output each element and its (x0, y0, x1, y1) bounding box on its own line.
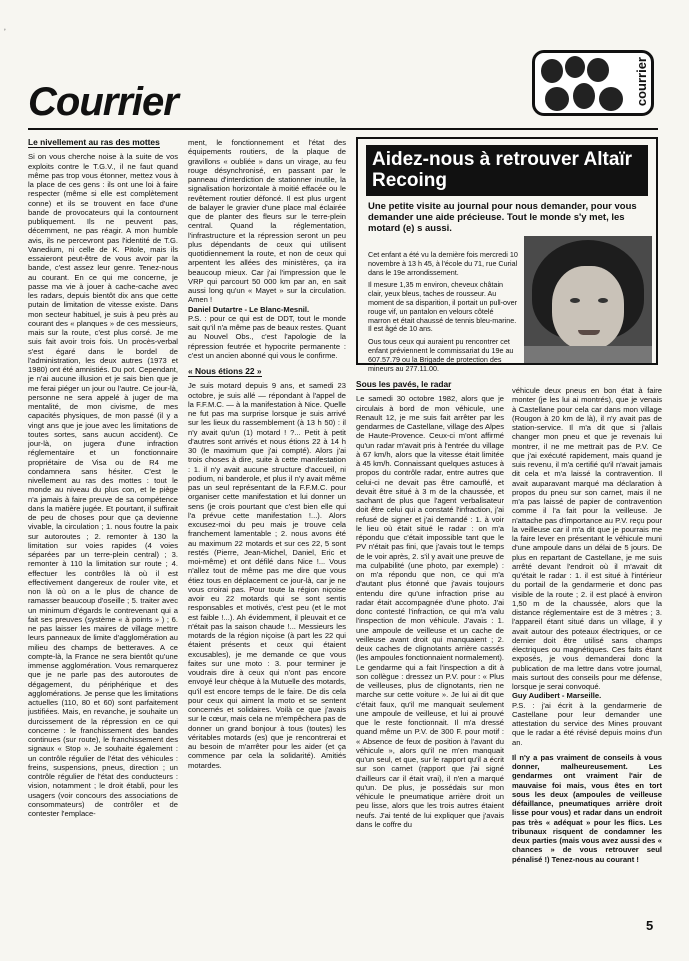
article-heading: « Nous étions 22 » (188, 366, 262, 376)
letter-ps: P.S. : j'ai écrit à la gendarmerie de Castellane pour leur demander une attestation du service des Mines prouvant que le radar a été révisé depuis moins d'un an. (512, 700, 662, 747)
title-rule (28, 128, 658, 130)
missing-child-box (356, 137, 658, 373)
column-1 (28, 138, 178, 918)
logo-face-icon (599, 87, 623, 111)
letter-signature: Guy Audibert - Marseille. (512, 691, 602, 701)
box-paragraph: Il mesure 1,35 m environ, cheveux châtain clair, yeux bleus, taches de rousseur. Au moment de sa disparition, il portait un pull-over rouge vif, un pantalon en velours côtelé marron et était chaussé de tennis bleu-marine. Il est âgé de 10 ans. (368, 280, 518, 334)
box-paragraph: Cet enfant a été vu la dernière fois mercredi 10 novembre à 13 h 45, à l'école du 71, rue Curial dans le 19e arrondissement. (368, 250, 518, 277)
column-4 (512, 386, 662, 920)
article-body: Je suis motard depuis 9 ans, et samedi 23 octobre, je suis allé — répondant à l'appel de la F.F.M.C. — à la manifestation à Nice. Quelle ne fut pas ma surprise lorsque je suis arrivé sur les lieux du rassemblement (à 13 h 50) : il n'y avait qu'un (1) motard ! ?... Petit à petit d'autres sont arrivés et nous étions 22 à 14 h 30 (le maximum que j'ai compté). Alors j'ai trois choses à dire, suite à cette manifestation : 1. il n'y avait aucune structure d'accueil, ni podium, ni banderole, et plus il n'y avait même pas un seul représentant de la F.F.M.C. pour organiser cette manifestation et lui donner un sens (je crois pourtant que c'est bien elle qui l'a prévue cette manifestation !...). Alors excusez-moi du peu mais je trouve cela franchement lamentable ; 2. nous avons été au maximum 22 motards et sur ces 22, 5 sont restés (Pierre, Jean-Michel, Daniel, Eric et moi-même) et ont défilé dans Nice !... Vous n'allez tout de même pas me dire que vous étiez tous en déplacement ce jour-là, car je ne vous croirai pas. Pour toute la région niçoise avoir eu 22 motards qui se sont sentis responsables et motivés, c'est peu (et le mot est faible !...). Ah évidemment, il pleuvait et ce n'était pas la saison chaude !... Messieurs les motards de la région niçoise (à part les 22 qui étaient présents et ceux qui étaient excusables), je me demande ce que vous faites sur une moto : 3. pour terminer je voudrais dire à ceux qui n'ont pas encore envoyé leur chèque à la Mutuelle des motards, qu'il est encore temps de le faire. De dis cela pour ceux qui aiment la moto et se sentent concernés et solidaires. Voilà ce que j'avais sur le cœur, mais cela ne m'empêchera pas de donner un grand bonjour à tous (toutes) les véritables motards (es) que je rencontrerai et au besoin de m'arrêter pour les aider (et ça commence par cela la solidarité). Amitiés motardes. (188, 381, 346, 770)
logo-text: courrier (634, 57, 649, 107)
logo-face-icon (573, 83, 595, 109)
editor-reply: Il n'y a pas vraiment de conseils à vous donner, malheureusement. Les gendarmes ont vraiment l'air de mauvaise foi mais, vous êtes en tort sous les deux (ampoules de veilleuse défaillance, pneumatiques arrière droit lisse pour vous) et radar dans un endroit pas très « adéquat » pour les flics. Les tribunaux risquent de condamner les deux parties (mais vous avez aussi des « chances » de vous retrouver seul pénalisé !) Tenez-nous au courant ! (512, 752, 662, 864)
logo-face-icon (565, 56, 585, 78)
box-lead: Une petite visite au journal pour nous demander, pour vous demander une aide précieuse. Tout le monde s'y met, les motard (e) s aussi. (368, 201, 637, 234)
box-details (368, 251, 518, 377)
article-heading: Sous les pavés, le radar (356, 380, 452, 389)
margin-mark: ʼ (4, 28, 6, 37)
box-headline: Aidez-nous à retrouver Altaïr Recoing (366, 145, 648, 196)
column-2 (188, 138, 346, 918)
article-body: ment, le fonctionnement et l'état des équipements routiers, de la plaque de gravillons « oubliée » dans un virage, au feu rouge désynchronisé, en passant par le panneau d'interdiction de stationner inutile, la signalisation horizontale à moitié effacée ou le revêtement routier défoncé. Il est plus urgent de balayer le gravier d'une place mal éclairée que de planter des fleurs sur le terre-plein central. Quand la réglementation, l'infrastructure et la répression seront un peu plus dépendants de ceux qui utilisent quotidiennement la route, et non de ceux qui arpentent les allées des ministères, ça ira beaucoup mieux. Car j'ai l'impression que le VRP qui parcourt 50 000 km par an, en sait aussi long qu'un « Mayet » sur la circulation. Amen ! (188, 138, 346, 305)
letter-ps: P.S. : pour ce qui est de DDT, tout le monde sait qu'il n'a même pas de beaux restes. Quant au Nouvel Obs., c'est l'apologie de la répression feutrée et hypocrite permanente : c'est un ancien abonné qui vous le confirme. (188, 313, 346, 360)
column-3 (356, 380, 504, 920)
article-heading: Le nivellement au ras des mottes (28, 138, 160, 147)
page-title: Courrier (28, 80, 178, 124)
logo-face-icon (541, 59, 563, 83)
article-body: véhicule deux pneus en bon état à faire monter (je les lui ai montrés), que je venais à Castellane pour cela car dans mon village (Rougon à 20 km de là), il n'y avait pas de station-service. Il m'a dit que si j'allais changer mon pneu et que je revenais lui montrer, il ne me mettrait pas de P.V. Ce que j'ai exécuté rapidement, mais quand je suis revenu, il m'a certifié qu'il n'avait jamais dit cela et m'a laissé la contravention. Il avait auparavant marqué ma déclaration à propos du pneu sur son carnet, mais il ne m'a pas laissé de papier de contravention comme il l'a fait pour la veilleuse. Je n'attache pas d'importance au P.V. reçu pour la veilleuse car il m'a dit que je pourrais me la faire lever en présentant le véhicule muni d'une ampoule dans un délai de 5 jours. De plus en repartant de Castellane, je me suis arrêté devant l'endroit où il m'avait dit qu'était le radar : 1. il est situé à l'intérieur du portail de la gendarmerie et donc pas visible de la route ; 2. il est placé à environ 1,50 m de la chaussée, alors que la distance réglementaire est de 3 mètres ; 3. l'appareil étant situé dans un village, il y avait autour des poteaux électriques, or ce dernier doit être utilisé sans champs électriques ou magnétiques. Ces faits étant exposés, je vous demanderai donc la publication de ma lettre dans votre journal, mais surtout des conseils pour me défense, lorsque je serai convoqué. (512, 386, 662, 691)
letter-signature: Daniel Dutartre - Le Blanc-Mesnil. (188, 304, 310, 314)
logo-face-icon (587, 58, 609, 82)
box-paragraph: Ous tous ceux qui auraient pu rencontrer cet enfant préviennent le commissariat du 19e au 607.57.79 ou la Brigade de protection des mineurs au 277.11.00. (368, 337, 514, 373)
article-body: Le samedi 30 octobre 1982, alors que je circulais à bord de mon véhicule, une Renault 12, je me suis fait arrêter par les gendarmes de Castellane, village des Alpes de Haute-Provence. Ceux-ci m'ont affirmé qu'un radar m'avait pris à l'entrée du village à 67 km/h, alors que la vitesse était limitée à 45 km/h. Connaissant quelques astuces à propos du contrôle radar, entre autres que celui-ci ne devait pas être camouflé, et devait être situé à 3 m de la chaussée, et sachant de plus que l'agent verbalisateur doit être celui qui a constaté l'infraction, j'ai refusé de signer et j'ai demandé : 1. à voir le lieu où était situé le radar : on m'a répondu que c'était impossible tant que le PV n'était pas fini, que j'avais tout le temps de le voir après, 2. s'il y avait une preuve de ma culpabilité (une photo, par exemple) : on m'a répondu que non, ce qui m'a d'autant plus étonné que j'avais toujours entendu dire qu'une infraction prise au radar était accompagnée d'une photo. J'ai donc contesté l'infraction, ce qui m'a valu l'inspection de mon véhicule. J'avais : 1. une ampoule de veilleuse et un cache de veilleuse avant droit qui manquaient ; 2. deux caches de clignotants arrière cassés (les ampoules fonctionnaient normalement). Le gendarme qui a fait l'inspection a dit à son collègue : dressez un P.V. pour : « Plus de veilleuses, plus de clignotants, rien ne marche sur cette voiture ». Je lui ai dit que c'était faux, qu'il me manquait seulement une ampoule de veilleuse, et lui ai prouvé que le reste fonctionnait. Il m'a dressé quand même un P.V. de 300 F. pour motif : « Absence de feux de position à l'avant du véhicule », alors qu'il ne m'en manquait qu'un seul, et que, sur le rapport qu'il a écrit sur son carnet (rapport que j'ai signé d'ailleurs car il était vrai), il n'en a marqué qu'un. De plus, je possédais sur mon véhicule le pneumatique arrière droit un peu lisse, alors que les trois autres étaient neufs. J'ai tenté de lui expliquer que j'avais dans le coffre du (356, 394, 504, 829)
child-photo (524, 236, 652, 363)
section-logo (532, 50, 654, 116)
logo-face-icon (545, 87, 569, 111)
page-number: 5 (646, 918, 654, 933)
article-body: Si on vous cherche noise à la suite de vos exploits contre le T.G.V., il ne faut quand même pas trop vous étonner, mettez vous à la place de ces gens : ils ont une loi à faire respecter (même si elle est complètement conne) et ils se trouvent en face d'une bande de provocateurs qui la contournent publiquement. Ils ne peuvent pas, décemment, ne pas réagir. A mon humble avis, ils ne percevront pas l'identité de T.G. Vanedium, ni celle de K. Pitole, mais ils essaieront peut-être de vous avoir par la bande, c'est assez leur genre. Tenez-nous au courant. En ce qui me concerne, je passe ma vie à jouer à cache-cache avec les radars, depuis bientôt dix ans que cette putain de limitation de vitesse existe. Dans mon secteur habituel, je suis à peu près au courant des « planques » de ces messieurs, mais sur la route, c'est plus corsé. Je me suis fait avoir trois fois. Un procès-verbal s'est égaré dans le bordel de l'administration, les deux autres (1973 et 1980) ont été amnistiés. Du pot. Cependant, je n'ai aucune illusion et je sais bien que je me ferai piéger un jour ou l'autre. Ce jour-là, personne ne sera appelé à juger de ma mentalité, de mon civisme, de mes capacités physiques, de mon passé (il y a vingt ans que je joue avec les limitations de toutes sortes, sans aucun accident). Ce jour-là, on jugera d'une infraction réglementaire et un fonctionnaire propriétaire de Visa ou de R4 me condamnera sans hésiter. C'est le nivellement au ras des mottes : tout le monde au niveau du plus con, et le piège n'a jamais à faire preuve de sa compétence dans la matière jugée. Et pourtant, il suffirait de peu de choses pour que ça devienne vivable, la circulation ; 1. nous foutre la paix sur autoroutes ; 2. remonter à 130 la limitation sur voies rapides (4 voies séparées par un terre-plein central) ; 3. remonter à 110 la limitation sur route ; 4. effectuer les contrôles là où il est effectivement dangereux de rouler vite, et non là où on a le plus de chance de ramasser beaucoup d'oseille ; 5. traiter avec un minimum d'égards le contrevenant qui a fait ses preuves (système « à points » ) ; 6. ne pas laisser les maires de village mettre leurs panneaux de limite d'agglomération au milieu des champs de betteraves. A ce compte-là, la France ne sera bientôt qu'une immense agglomération. Vous remarquerez que je ne parle pas des autoroutes de dégagement, du périphérique et des agglomérations. Je pense que les limitations actuelles (110, 80 et 60) sont parfaitement justifiées. Mais, en revanche, je souhaite un durcissement de la répression en ce qui concerne : le franchissement des bandes continues (sur route), le franchissement des signaux « Stop ». Je souhaite également : un contrôle régulier de l'état des véhicules : freins, suspensions, pneus, direction ; un contrôle régulier de l'état des conducteurs : vision, notamment ; le droit établi, pour les usagers (voir concours des associations de consommateurs) de contrôler et de contester l'emplace- (28, 152, 178, 818)
